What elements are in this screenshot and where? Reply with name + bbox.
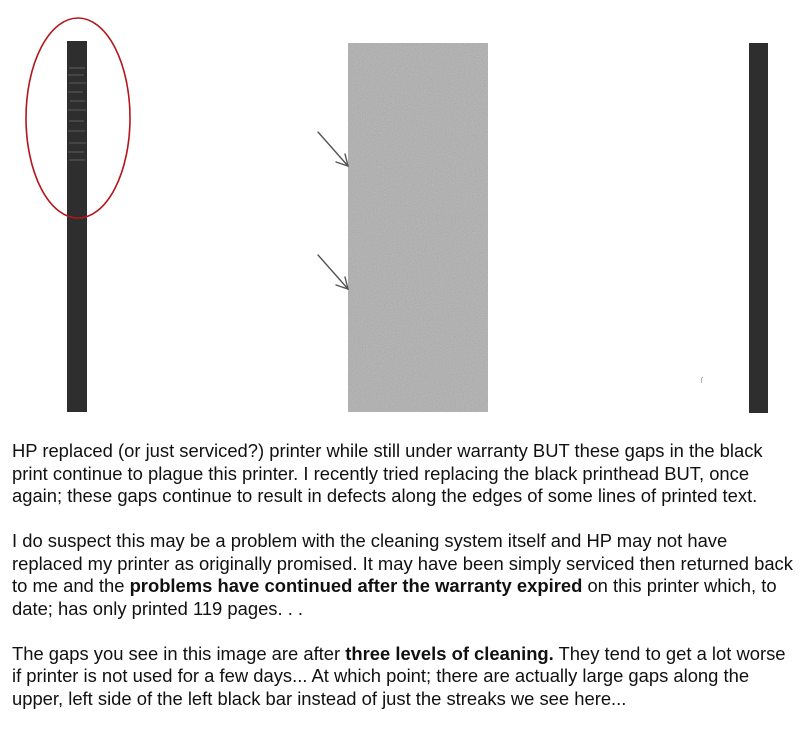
arrow-upper-icon [318,132,348,166]
paragraph-2: I do suspect this may be a problem with the cleaning system itself and HP may not have replaced my printer as originally promised. It may have been simply serviced then returned back to me and the problems have continued after the warranty expired on this printer which, to date; has only printed 119 pages. . . [12,530,793,619]
left-black-bar [67,41,87,412]
arrow-lower-icon [318,255,348,289]
paragraph-1: HP replaced (or just serviced?) printer while still under warranty BUT these gaps in the black print continue to plague this printer. I recently tried replacing the black printhead BUT, once again; these gaps continue to result in defects along the edges of some lines of printed text. [12,440,763,506]
paragraph-3: The gaps you see in this image are after three levels of cleaning. They tend to get a lot worse if printer is not used for a few days... At which point; there are actually large gaps along the upper, left side of the left black bar instead of just the streaks we see here... [12,642,786,709]
description-text [12,440,796,733]
emphasis-warranty: problems have continued after the warranty expired [129,575,583,596]
scan-speck [701,377,703,383]
emphasis-cleaning: three levels of cleaning. [345,642,554,664]
right-black-bar [749,43,768,413]
center-gray-block [348,43,488,412]
